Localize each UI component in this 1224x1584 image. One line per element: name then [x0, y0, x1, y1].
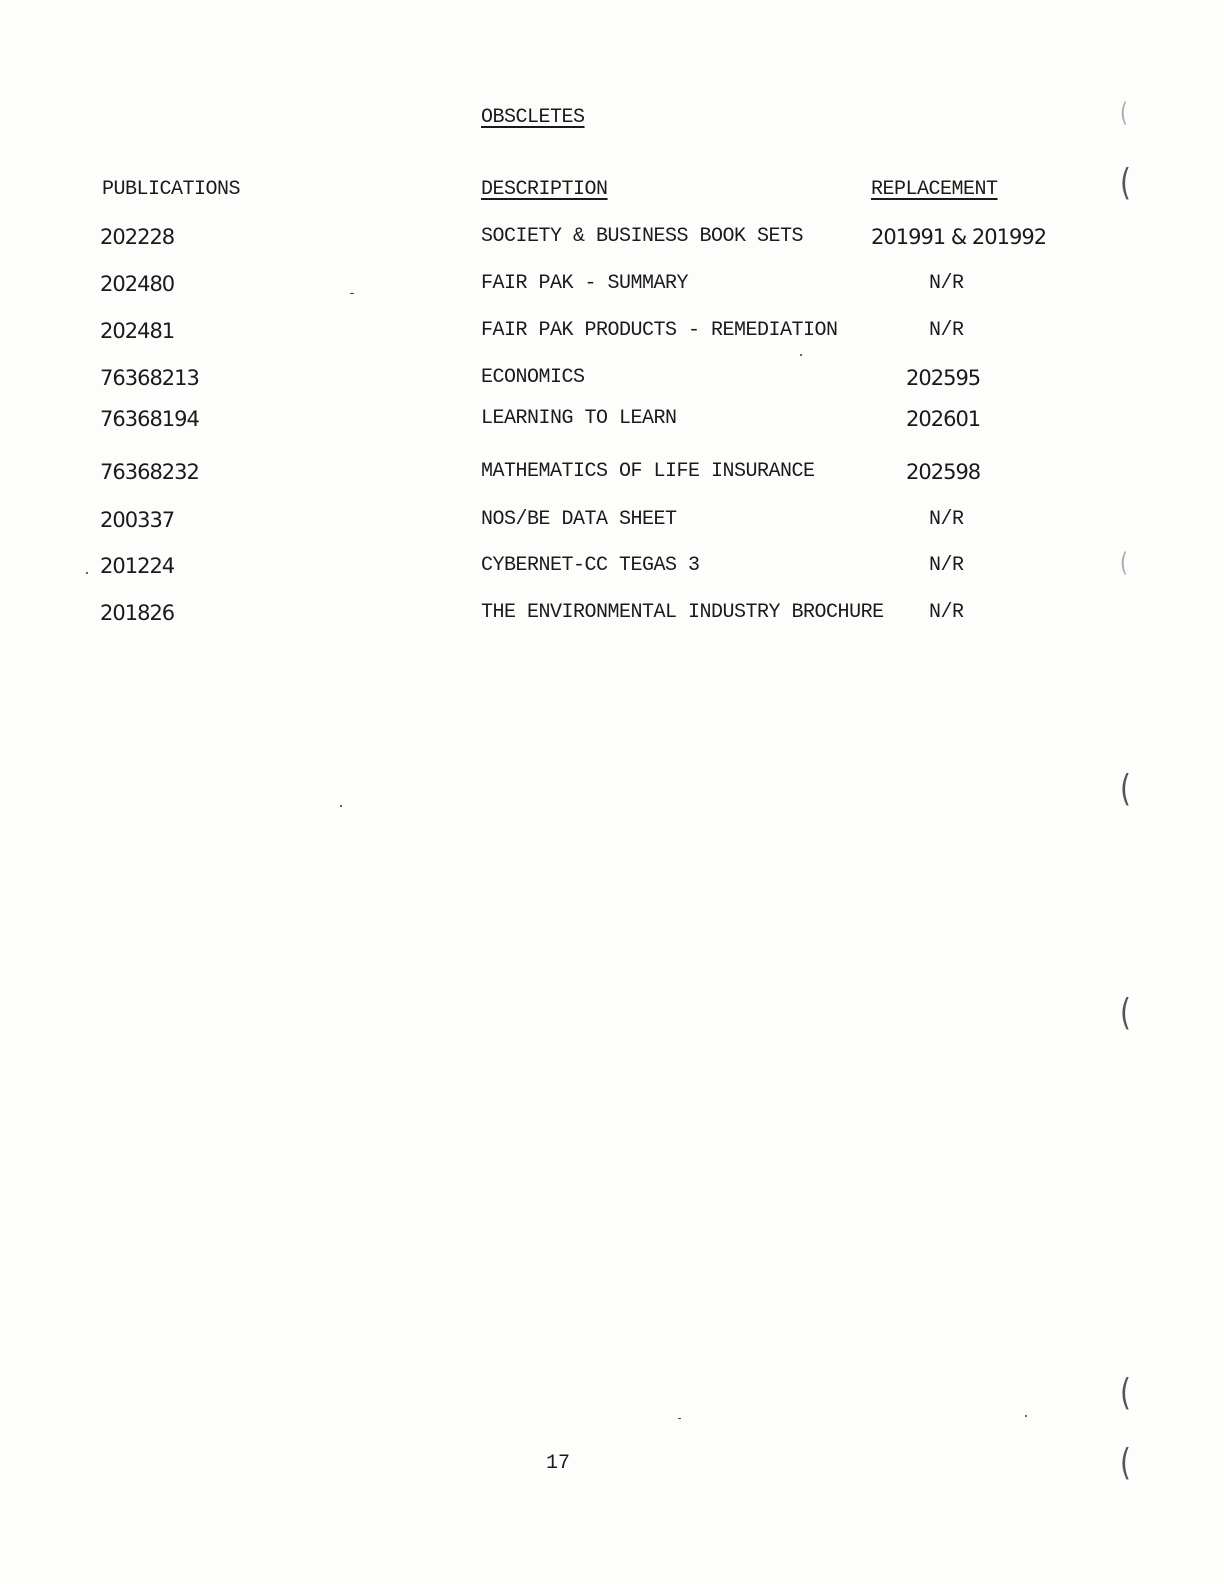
publication-number: 201224 — [100, 554, 175, 578]
table-row — [0, 366, 1224, 396]
header-description: DESCRIPTION — [481, 178, 608, 201]
publication-replacement: N/R — [929, 272, 964, 295]
publication-number: 202480 — [100, 272, 175, 296]
publication-description: LEARNING TO LEARN — [481, 407, 677, 430]
table-row — [0, 460, 1224, 490]
header-publications: PUBLICATIONS — [102, 178, 241, 201]
table-row — [0, 508, 1224, 538]
publication-replacement: N/R — [929, 554, 964, 577]
publication-description: ECONOMICS — [481, 366, 585, 389]
margin-mark: ( — [1120, 161, 1131, 204]
publication-replacement: 202598 — [906, 460, 981, 484]
table-row — [0, 601, 1224, 631]
publication-replacement: N/R — [929, 319, 964, 342]
table-row — [0, 407, 1224, 437]
publication-description: NOS/BE DATA SHEET — [481, 508, 677, 531]
publication-description: THE ENVIRONMENTAL INDUSTRY BROCHURE — [481, 601, 884, 624]
table-row — [0, 272, 1224, 302]
margin-mark: ( — [1120, 546, 1128, 578]
publication-description: FAIR PAK - SUMMARY — [481, 272, 689, 295]
publication-number: 76368213 — [100, 366, 199, 390]
publication-replacement: N/R — [929, 601, 964, 624]
scan-speck — [678, 1418, 681, 1419]
header-replacement: REPLACEMENT — [871, 178, 998, 201]
publication-replacement: 202601 — [906, 407, 981, 431]
publication-number: 200337 — [100, 508, 175, 532]
publication-number: 76368232 — [100, 460, 199, 484]
scan-speck — [800, 354, 802, 356]
publication-description: MATHEMATICS OF LIFE INSURANCE — [481, 460, 815, 483]
publication-number: 202228 — [100, 225, 175, 249]
margin-mark: ( — [1120, 1371, 1131, 1414]
scan-speck — [350, 293, 354, 294]
table-row — [0, 554, 1224, 584]
margin-mark: ( — [1120, 991, 1131, 1034]
page-number: 17 — [546, 1452, 571, 1475]
publication-number: 201826 — [100, 601, 175, 625]
table-row — [0, 319, 1224, 349]
scan-speck — [340, 805, 342, 807]
publication-description: FAIR PAK PRODUCTS - REMEDIATION — [481, 319, 838, 342]
table-row — [0, 225, 1224, 255]
publication-description: CYBERNET-CC TEGAS 3 — [481, 554, 700, 577]
margin-mark: ( — [1120, 96, 1128, 128]
margin-mark: ( — [1120, 767, 1131, 810]
publication-replacement: 201991 & 201992 — [871, 225, 1047, 249]
margin-mark: ( — [1120, 1441, 1131, 1484]
publication-description: SOCIETY & BUSINESS BOOK SETS — [481, 225, 804, 248]
publication-replacement: 202595 — [906, 366, 981, 390]
publication-replacement: N/R — [929, 508, 964, 531]
publication-number: 76368194 — [100, 407, 199, 431]
scan-speck — [86, 572, 88, 574]
document-title: OBSCLETES — [481, 106, 585, 129]
publication-number: 202481 — [100, 319, 175, 343]
scan-speck — [1025, 1415, 1027, 1417]
